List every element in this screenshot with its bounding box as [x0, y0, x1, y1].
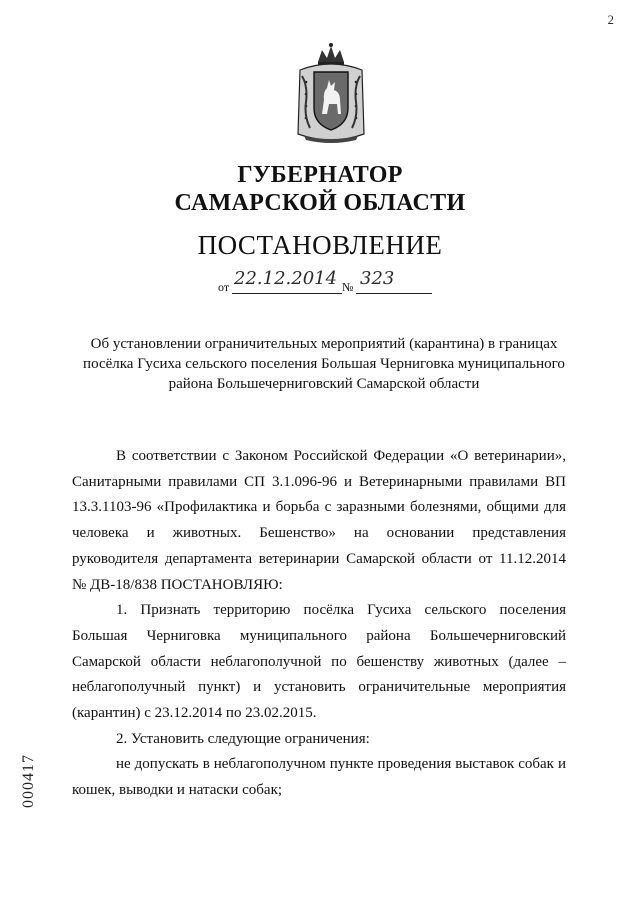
date-number-line [218, 268, 448, 294]
issuer-title-line2: САМАРСКОЙ ОБЛАСТИ [174, 190, 466, 216]
document-subject: Об установлении ограничительных мероприятий (карантина) в границах посёлка Гусиха сельского поселения Большая Черниговка муниципального района Большечерниговский Самарской области [83, 336, 565, 392]
body-paragraph-item1: 1. Признать территорию посёлка Гусиха сельского поселения Большая Черниговка муниципального района Большечерниговский Самарской области неблагополучной по бешенству животных (далее – неблагополучный пункт) и установить ограничительные мероприятия (карантин) с 23.12.2014 по 23.02.2015. [72, 602, 566, 722]
corner-page-mark: 2 [607, 12, 614, 27]
date-handwritten: 22.12.2014 [234, 268, 338, 289]
issuer-title-line1: ГУБЕРНАТОР [237, 162, 403, 188]
body-paragraph-item2: 2. Установить следующие ограничения: [116, 730, 370, 747]
side-serial-number: 000417 [20, 754, 37, 808]
date-prefix: от [218, 280, 230, 294]
body-paragraph-restriction: не допускать в неблагополучном пункте проведения выставок собак и кошек, выводки и натаски собак; [72, 756, 566, 799]
coat-of-arms-icon [294, 42, 368, 146]
document-type-heading: ПОСТАНОВЛЕНИЕ [197, 230, 443, 260]
number-prefix: № [342, 280, 354, 294]
number-underline [356, 293, 432, 294]
document-body [72, 444, 566, 804]
date-underline [232, 293, 342, 294]
number-handwritten: 323 [360, 268, 395, 289]
body-paragraph-preamble: В соответствии с Законом Российской Федерации «О ветеринарии», Санитарными правилами СП 3.1.096-96 и Ветеринарными правилами ВП 13.3.1103-96 «Профилактика и борьба с заразными болезнями, общими для человека и животных. Бешенство» на основании представления руководителя департамента ветеринарии Самарской области от 11.12.2014 № ДВ-18/838 ПОСТАНОВЛЯЮ: [72, 448, 566, 593]
